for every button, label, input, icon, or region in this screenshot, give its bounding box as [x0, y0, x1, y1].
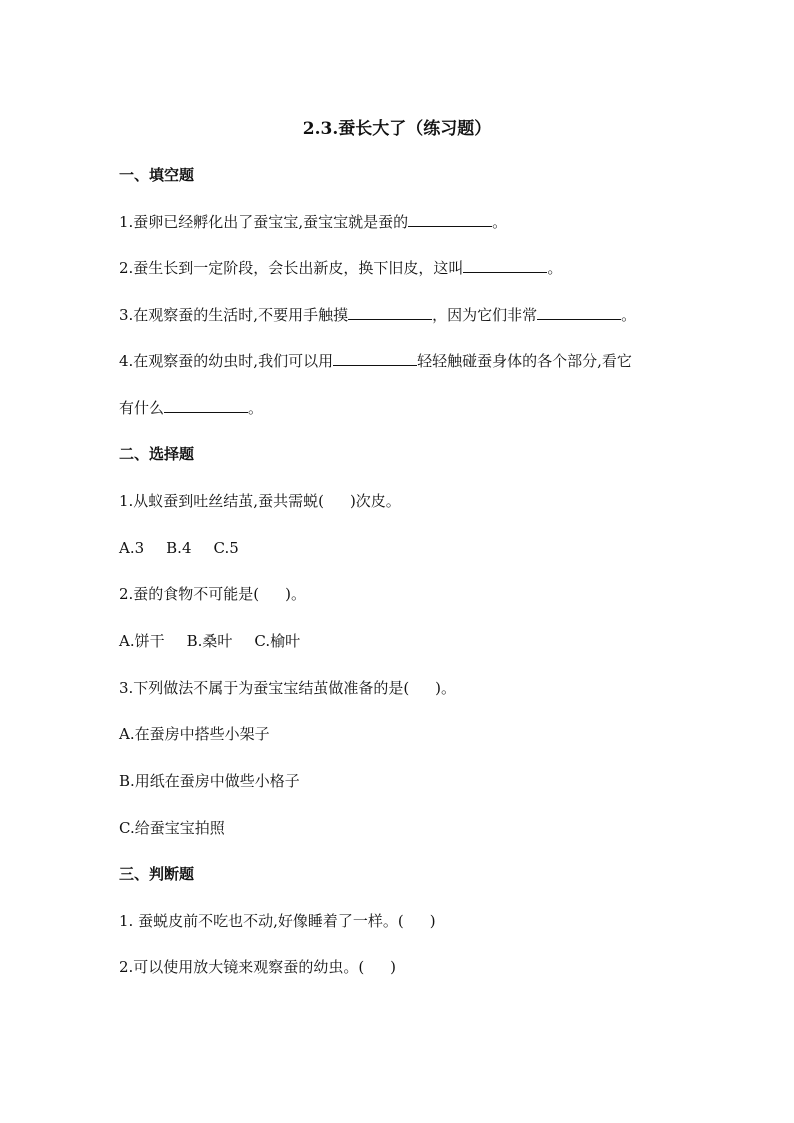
question-text: 1.从蚁蚕到吐丝结茧,蚕共需蜕( — [119, 492, 324, 510]
option-b[interactable]: B.4 — [166, 539, 192, 557]
fill-question-4 — [119, 351, 632, 371]
fill-question-4-cont — [119, 398, 263, 418]
answer-blank[interactable] — [408, 212, 492, 227]
answer-blank[interactable] — [333, 351, 417, 366]
question-text: 2.蚕生长到一定阶段，会长出新皮，换下旧皮，这叫 — [119, 259, 464, 277]
option-c[interactable]: C.给蚕宝宝拍照 — [119, 819, 225, 837]
judge-question-1 — [119, 911, 436, 931]
answer-blank[interactable] — [164, 398, 248, 413]
fill-question-3 — [119, 305, 636, 325]
option-c[interactable]: C.5 — [213, 539, 239, 557]
question-text: 4.在观察蚕的幼虫时,我们可以用 — [119, 352, 334, 370]
judge-question-2 — [119, 957, 396, 977]
question-text-mid: 轻轻触碰蚕身体的各个部分,看它 — [417, 352, 632, 370]
option-a[interactable]: A.3 — [119, 539, 145, 557]
question-text-mid: ，因为它们非常 — [432, 306, 538, 324]
question-text-end: 。 — [492, 213, 508, 231]
option-a[interactable]: A.饼干 — [119, 632, 165, 650]
question-text: 3.在观察蚕的生活时,不要用手触摸 — [119, 306, 349, 324]
question-text: 3.下列做法不属于为蚕宝宝结茧做准备的是( — [119, 679, 410, 697]
option-b[interactable]: B.桑叶 — [186, 632, 233, 650]
option-b[interactable]: B.用纸在蚕房中做些小格子 — [119, 772, 300, 790]
fill-question-1 — [119, 212, 507, 232]
question-text: 2.蚕的食物不可能是( — [119, 585, 260, 603]
question-text-end: )。 — [435, 679, 457, 697]
question-text-end: ) — [429, 912, 436, 930]
choice-question-1 — [119, 491, 401, 511]
question-text: 有什么 — [119, 399, 165, 417]
choice-question-2 — [119, 584, 306, 604]
answer-blank[interactable] — [348, 305, 432, 320]
section-heading-fill-blank: 一、填空题 — [119, 166, 195, 184]
answer-blank[interactable] — [463, 258, 547, 273]
question-text-end: 。 — [621, 306, 637, 324]
question-text-end: ) — [390, 958, 397, 976]
question-text: 1.蚕卵已经孵化出了蚕宝宝,蚕宝宝就是蚕的 — [119, 213, 409, 231]
question-text-end: 。 — [547, 259, 563, 277]
option-c[interactable]: C.榆叶 — [254, 632, 301, 650]
choice-question-3 — [119, 678, 456, 698]
option-a[interactable]: A.在蚕房中搭些小架子 — [119, 725, 270, 743]
section-heading-choice: 二、选择题 — [119, 445, 195, 463]
question-text: 2.可以使用放大镜来观察蚕的幼虫。( — [119, 958, 365, 976]
fill-question-2 — [119, 258, 562, 278]
question-text-end: )。 — [285, 585, 307, 603]
worksheet-title: 2.3.蚕长大了（练习题） — [302, 119, 492, 139]
question-text: 1. 蚕蜕皮前不吃也不动,好像睡着了一样。( — [119, 912, 404, 930]
answer-blank[interactable] — [537, 305, 621, 320]
choice-question-2-options — [119, 631, 322, 651]
question-text-end: )次皮。 — [349, 492, 401, 510]
section-heading-true-false: 三、判断题 — [119, 865, 195, 883]
choice-question-1-options — [119, 538, 261, 558]
question-text-end: 。 — [248, 399, 264, 417]
